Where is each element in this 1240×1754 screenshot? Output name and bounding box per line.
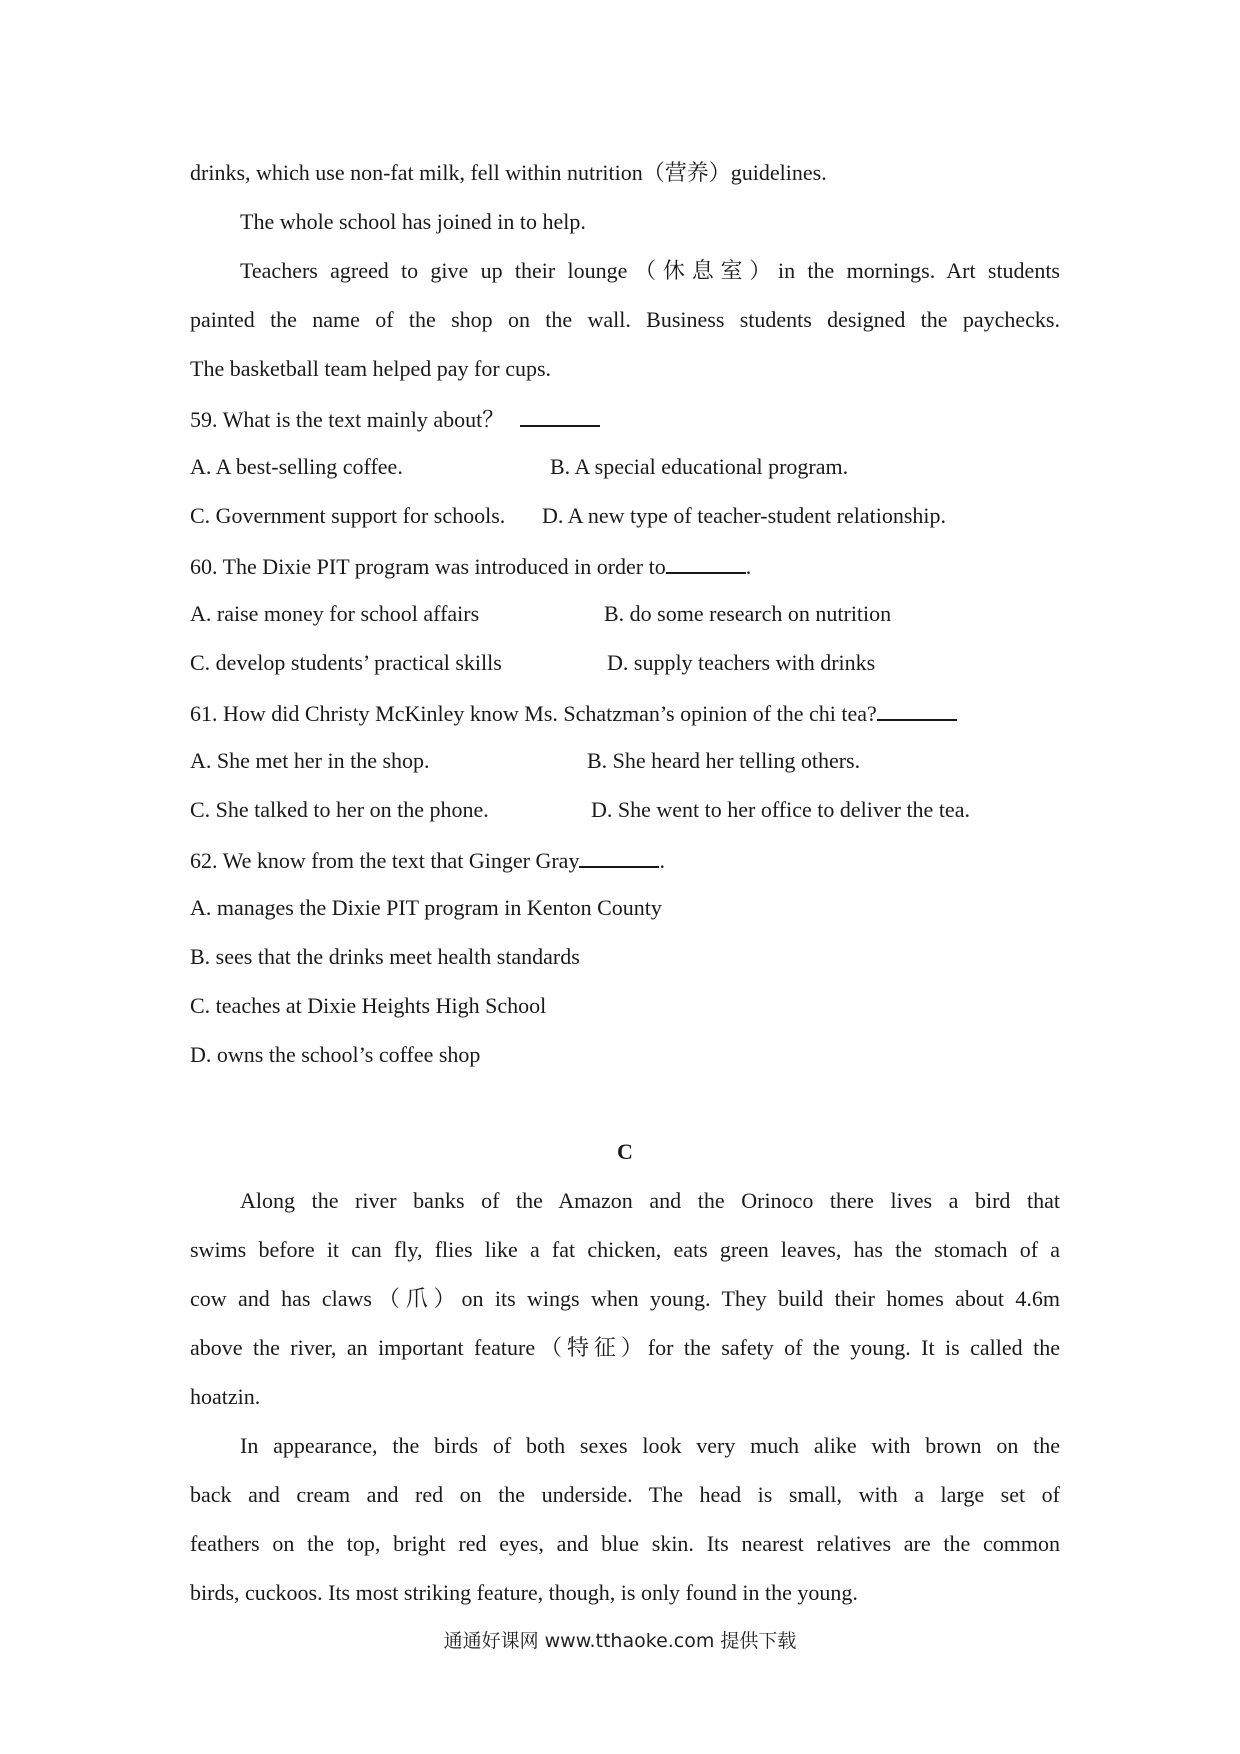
answer-blank bbox=[877, 697, 957, 721]
option-row bbox=[190, 746, 1060, 795]
option-row bbox=[190, 795, 1060, 844]
option-row bbox=[190, 648, 1060, 697]
answer-blank bbox=[520, 403, 600, 427]
answer-blank bbox=[579, 844, 659, 868]
paragraph-line: swims before it can fly, flies like a fat chicken, eats green leaves, has the stomach of a bbox=[190, 1237, 1060, 1262]
question-60-stem bbox=[190, 550, 1060, 599]
option-d: D. A new type of teacher-student relationship. bbox=[542, 503, 947, 528]
section-heading: C bbox=[617, 1139, 633, 1164]
question-stem-after: . bbox=[745, 554, 752, 579]
question-62-stem bbox=[190, 844, 1060, 893]
paragraph-line: Along the river banks of the Amazon and the Orinoco there lives a bird that bbox=[240, 1188, 1060, 1213]
question-61-stem bbox=[190, 697, 1060, 746]
option-d: D. She went to her office to deliver the tea. bbox=[591, 797, 970, 822]
option-c: C. teaches at Dixie Heights High School bbox=[190, 993, 547, 1018]
option-c: C. She talked to her on the phone. bbox=[190, 797, 489, 822]
question-stem-text: 59. What is the text mainly about？ bbox=[190, 407, 505, 432]
option-row bbox=[190, 599, 1060, 648]
option-a: A. A best-selling coffee. bbox=[190, 454, 403, 479]
option-row bbox=[190, 452, 1060, 501]
page-footer: 通通好课网 www.tthaoke.com 提供下载 bbox=[443, 1630, 797, 1652]
document-page bbox=[190, 158, 1060, 1627]
option-b: B. do some research on nutrition bbox=[604, 601, 892, 626]
paragraph-line: birds, cuckoos. Its most striking feature, though, is only found in the young. bbox=[190, 1580, 858, 1605]
paragraph-line: Teachers agreed to give up their lounge（休息室）in the mornings. Art students bbox=[240, 258, 1060, 283]
paragraph-line: cow and has claws（爪）on its wings when young. They build their homes about 4.6m bbox=[190, 1286, 1060, 1311]
option-a: A. raise money for school affairs bbox=[190, 601, 480, 626]
paragraph-line: In appearance, the birds of both sexes look very much alike with brown on the bbox=[240, 1433, 1060, 1458]
question-stem-after: . bbox=[659, 848, 665, 873]
answer-blank bbox=[666, 550, 746, 574]
question-59-stem bbox=[190, 403, 1060, 452]
paragraph-line: hoatzin. bbox=[190, 1384, 261, 1409]
option-a: A. manages the Dixie PIT program in Kenton County bbox=[190, 895, 662, 920]
paragraph-line: back and cream and red on the underside. The head is small, with a large set of bbox=[190, 1482, 1060, 1507]
option-a: A. She met her in the shop. bbox=[190, 748, 430, 773]
option-c: C. Government support for schools. bbox=[190, 503, 506, 528]
option-b: B. sees that the drinks meet health standards bbox=[190, 944, 580, 969]
question-stem-text: 60. The Dixie PIT program was introduced in order to bbox=[190, 554, 666, 579]
question-stem-text: 62. We know from the text that Ginger Gray bbox=[190, 848, 580, 873]
option-row bbox=[190, 501, 1060, 550]
option-d: D. owns the school’s coffee shop bbox=[190, 1042, 481, 1067]
question-stem-text: 61. How did Christy McKinley know Ms. Schatzman’s opinion of the chi tea? bbox=[190, 701, 877, 726]
paragraph-line: The whole school has joined in to help. bbox=[240, 209, 586, 234]
paragraph-line: painted the name of the shop on the wall. Business students designed the paychecks. bbox=[190, 307, 1060, 332]
option-b: B. She heard her telling others. bbox=[587, 748, 861, 773]
option-b: B. A special educational program. bbox=[550, 454, 849, 479]
paragraph-line: drinks, which use non-fat milk, fell within nutrition（营养）guidelines. bbox=[190, 160, 827, 185]
paragraph-line: above the river, an important feature（特征）for the safety of the young. It is called the bbox=[190, 1335, 1060, 1360]
paragraph-line: feathers on the top, bright red eyes, and blue skin. Its nearest relatives are the common bbox=[190, 1531, 1060, 1556]
option-d: D. supply teachers with drinks bbox=[607, 650, 876, 675]
paragraph-line: The basketball team helped pay for cups. bbox=[190, 356, 552, 381]
option-c: C. develop students’ practical skills bbox=[190, 650, 502, 675]
